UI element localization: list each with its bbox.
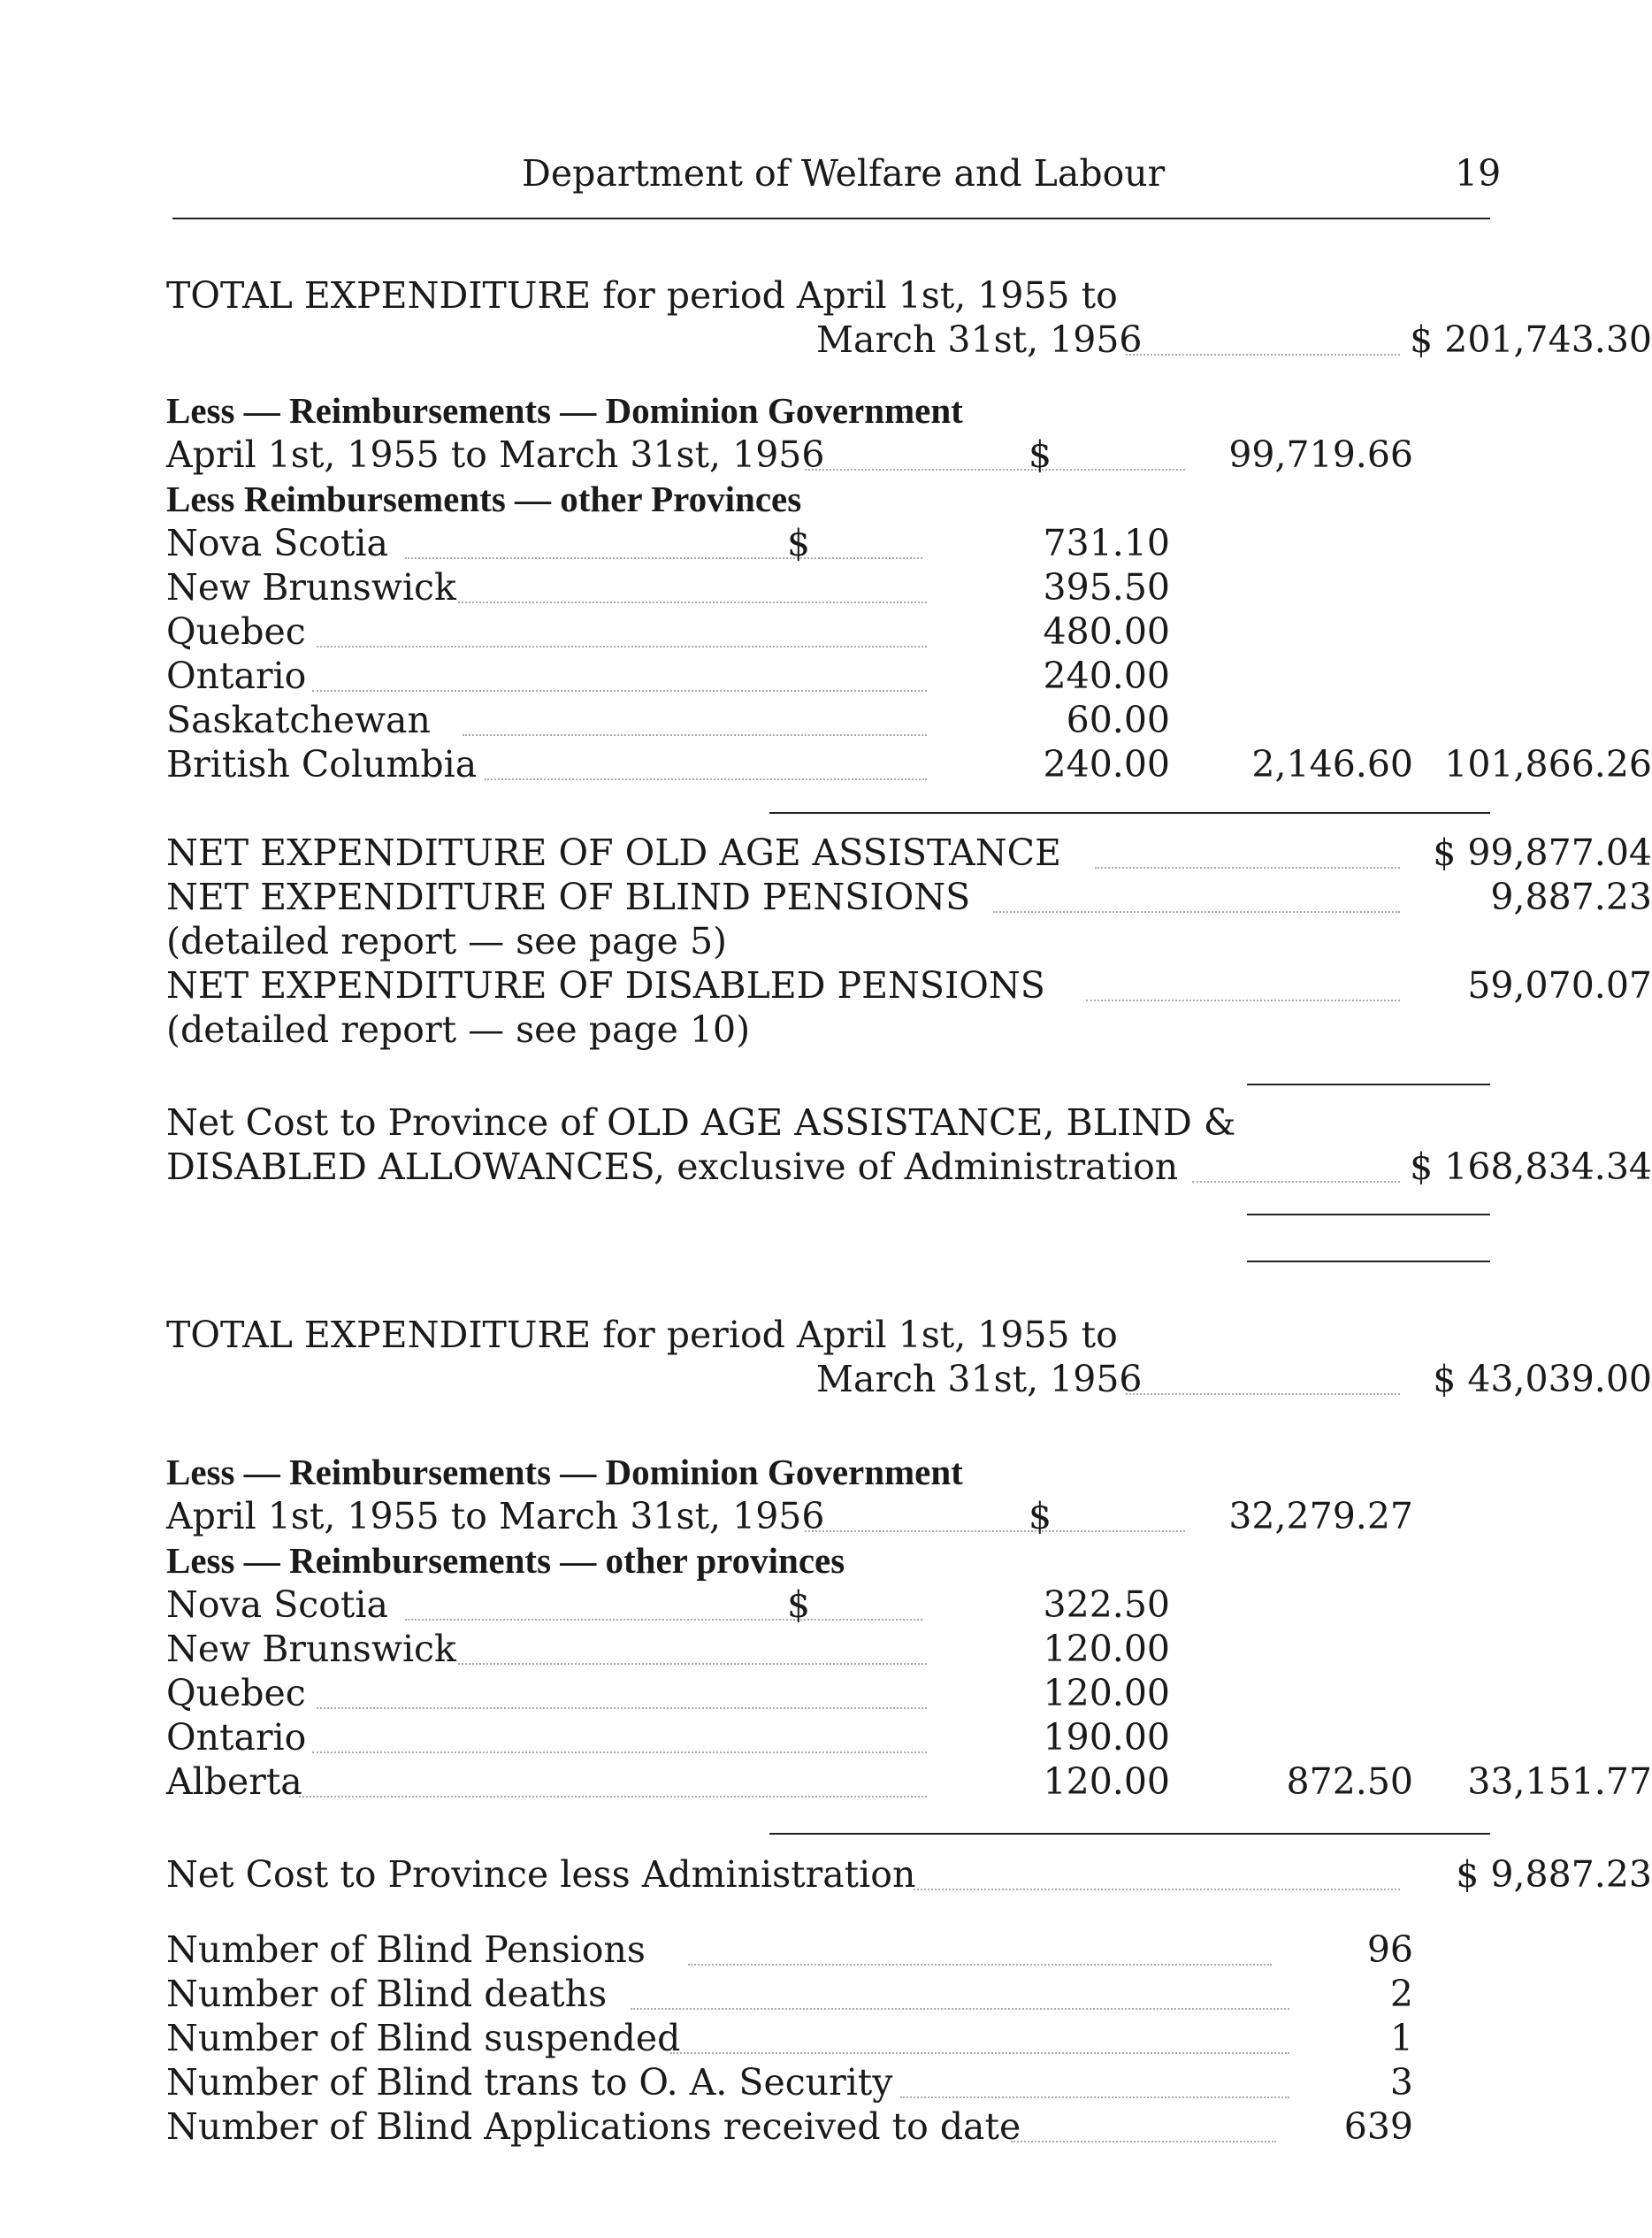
s2-stat-value: 96 xyxy=(1366,1928,1413,1971)
s1-dominion-dollar: $ xyxy=(1029,433,1052,476)
s2-less-dominion-heading: Less — Reimbursements — Dominion Government xyxy=(166,1452,963,1492)
s1-net-oaa-amount: $ 99,877.04 xyxy=(1433,832,1652,874)
s2-province-row xyxy=(166,1672,1502,1718)
s1-net-disabled-label: NET EXPENDITURE OF DISABLED PENSIONS xyxy=(166,964,1045,1007)
s2-province-amount: 322.50 xyxy=(1043,1583,1170,1626)
s2-stat-label: Number of Blind suspended xyxy=(166,2017,681,2059)
s1-province-row xyxy=(166,566,1502,612)
s1-provinces-subtotal: 2,146.60 xyxy=(1251,743,1413,786)
s1-net-rule xyxy=(1247,1084,1490,1085)
leader-dots xyxy=(299,1760,927,1797)
s1-total-label-2: March 31st, 1956 xyxy=(816,318,1143,361)
s1-province-amount: 480.00 xyxy=(1043,610,1170,653)
s2-total-row-1 xyxy=(166,1314,1502,1360)
s1-less-dominion-heading: Less — Reimbursements — Dominion Government xyxy=(166,390,963,431)
s1-net-blind-row xyxy=(166,876,1652,922)
s1-net-cost-label-1: Net Cost to Province of OLD AGE ASSISTANCE, BLIND & xyxy=(166,1101,1236,1144)
s1-subtotal-rule xyxy=(769,812,1490,814)
s1-disabled-note-row xyxy=(166,1008,1502,1054)
s1-province-name: Quebec xyxy=(166,610,306,653)
s2-province-amount: 120.00 xyxy=(1043,1628,1170,1670)
s2-province-row xyxy=(166,1628,1502,1674)
s2-stat-value: 639 xyxy=(1343,2105,1413,2148)
s1-net-oaa-label: NET EXPENDITURE OF OLD AGE ASSISTANCE xyxy=(166,832,1061,874)
s1-dominion-period: April 1st, 1955 to March 31st, 1956 xyxy=(166,433,825,476)
s1-net-blind-amount: 9,887.23 xyxy=(1490,876,1652,918)
s2-stat-label: Number of Blind Pensions xyxy=(166,1928,646,1971)
s1-total-label-1: TOTAL EXPENDITURE for period April 1st, 1955 to xyxy=(166,274,1118,317)
s2-province-amount: 190.00 xyxy=(1043,1716,1170,1759)
s1-less-provinces-row xyxy=(166,478,1502,524)
leader-dots xyxy=(312,655,927,692)
s2-province-name: Alberta xyxy=(166,1760,302,1803)
s1-reimbursement-total: 101,866.26 xyxy=(1444,743,1652,786)
s2-provinces-subtotal: 872.50 xyxy=(1286,1760,1413,1803)
s2-province-amount: 120.00 xyxy=(1043,1760,1170,1803)
s1-net-disabled-amount: 59,070.07 xyxy=(1467,964,1652,1007)
s1-total-amount: $ 201,743.30 xyxy=(1410,318,1652,361)
leader-dots xyxy=(317,1672,927,1709)
leader-dots xyxy=(688,1928,1272,1966)
s1-double-rule-bottom xyxy=(1247,1261,1490,1262)
s1-province-row xyxy=(166,522,1502,568)
s2-stat-row xyxy=(166,1928,1502,1974)
s2-province-name: Quebec xyxy=(166,1672,306,1714)
s1-net-oaa-row xyxy=(166,832,1652,878)
s1-net-cost-row-2 xyxy=(166,1146,1652,1192)
s2-stat-row xyxy=(166,2017,1502,2063)
leader-dots xyxy=(312,1716,927,1753)
s1-double-rule-top xyxy=(1247,1214,1490,1215)
s2-stat-value: 3 xyxy=(1389,2061,1413,2104)
s1-province-name: British Columbia xyxy=(166,743,478,786)
s2-stat-value: 2 xyxy=(1389,1973,1413,2015)
s1-province-name: Saskatchewan xyxy=(166,699,431,741)
s1-net-cost-amount: $ 168,834.34 xyxy=(1410,1146,1652,1188)
s2-total-row-2 xyxy=(166,1358,1652,1404)
s2-stat-label: Number of Blind trans to O. A. Security xyxy=(166,2061,893,2104)
s1-blind-note-row xyxy=(166,920,1502,966)
s1-net-cost-label-2: DISABLED ALLOWANCES, exclusive of Administration xyxy=(166,1146,1179,1188)
s2-less-provinces-heading: Less — Reimbursements — other provinces xyxy=(166,1540,845,1581)
s1-net-disabled-row xyxy=(166,964,1652,1010)
s1-province-row xyxy=(166,699,1502,745)
s2-stat-row xyxy=(166,1973,1502,2019)
s1-net-blind-label: NET EXPENDITURE OF BLIND PENSIONS xyxy=(166,876,971,918)
s2-province-name: Ontario xyxy=(166,1716,307,1759)
s1-dominion-row xyxy=(166,433,1502,479)
s1-total-row-1 xyxy=(166,274,1502,320)
s2-province-dollar: $ xyxy=(787,1583,811,1626)
s1-disabled-note: (detailed report — see page 10) xyxy=(166,1008,751,1051)
s2-stat-label: Number of Blind Applications received to date xyxy=(166,2105,1021,2148)
s1-province-amount: 395.50 xyxy=(1043,566,1170,609)
s2-total-amount: $ 43,039.00 xyxy=(1433,1358,1652,1400)
s2-dominion-amount: 32,279.27 xyxy=(1228,1495,1413,1537)
s1-province-amount: 60.00 xyxy=(1066,699,1170,741)
s2-total-label-1: TOTAL EXPENDITURE for period April 1st, 1955 to xyxy=(166,1314,1118,1356)
page-number: 19 xyxy=(1455,152,1502,195)
s2-province-row xyxy=(166,1760,1652,1806)
s2-province-row xyxy=(166,1583,1502,1629)
s1-province-row xyxy=(166,610,1502,656)
s2-province-name: Nova Scotia xyxy=(166,1583,388,1626)
s2-subtotal-rule xyxy=(769,1833,1490,1835)
page-header-title: Department of Welfare and Labour xyxy=(522,152,1166,195)
s2-net-cost-amount: $ 9,887.23 xyxy=(1456,1853,1652,1896)
s2-province-amount: 120.00 xyxy=(1043,1672,1170,1714)
header-rule xyxy=(172,218,1490,219)
s2-stat-row xyxy=(166,2061,1502,2107)
s1-blind-note: (detailed report — see page 5) xyxy=(166,920,728,962)
s1-province-name: Ontario xyxy=(166,655,307,697)
s2-stat-label: Number of Blind deaths xyxy=(166,1973,608,2015)
s2-net-cost-row xyxy=(166,1853,1652,1899)
s2-net-cost-label: Net Cost to Province less Administration xyxy=(166,1853,916,1896)
s1-less-provinces-heading: Less Reimbursements — other Provinces xyxy=(166,479,802,519)
leader-dots xyxy=(670,2017,1289,2054)
s2-stat-value: 1 xyxy=(1389,2017,1413,2059)
s2-stat-row xyxy=(166,2105,1502,2151)
s1-dominion-amount: 99,719.66 xyxy=(1228,433,1413,476)
s2-less-provinces-row xyxy=(166,1539,1502,1585)
s1-province-name: New Brunswick xyxy=(166,566,456,609)
s1-province-amount: 240.00 xyxy=(1043,743,1170,786)
s2-province-row xyxy=(166,1716,1502,1762)
s1-province-amount: 240.00 xyxy=(1043,655,1170,697)
s2-reimbursement-total: 33,151.77 xyxy=(1467,1760,1652,1803)
s1-province-row xyxy=(166,655,1502,701)
s1-less-dominion-row xyxy=(166,389,1502,435)
s1-province-amount: 731.10 xyxy=(1043,522,1170,564)
leader-dots xyxy=(631,1973,1289,2010)
leader-dots xyxy=(317,610,927,648)
s2-less-dominion-row xyxy=(166,1451,1502,1497)
s2-total-label-2: March 31st, 1956 xyxy=(816,1358,1143,1400)
s1-province-name: Nova Scotia xyxy=(166,522,388,564)
s2-province-name: New Brunswick xyxy=(166,1628,456,1670)
s2-dominion-row xyxy=(166,1495,1502,1541)
s1-total-row-2 xyxy=(166,318,1652,364)
s1-net-cost-row-1 xyxy=(166,1101,1502,1147)
s2-dominion-dollar: $ xyxy=(1029,1495,1052,1537)
s2-dominion-period: April 1st, 1955 to March 31st, 1956 xyxy=(166,1495,825,1537)
s1-province-row xyxy=(166,743,1652,789)
s1-province-dollar: $ xyxy=(787,522,811,564)
